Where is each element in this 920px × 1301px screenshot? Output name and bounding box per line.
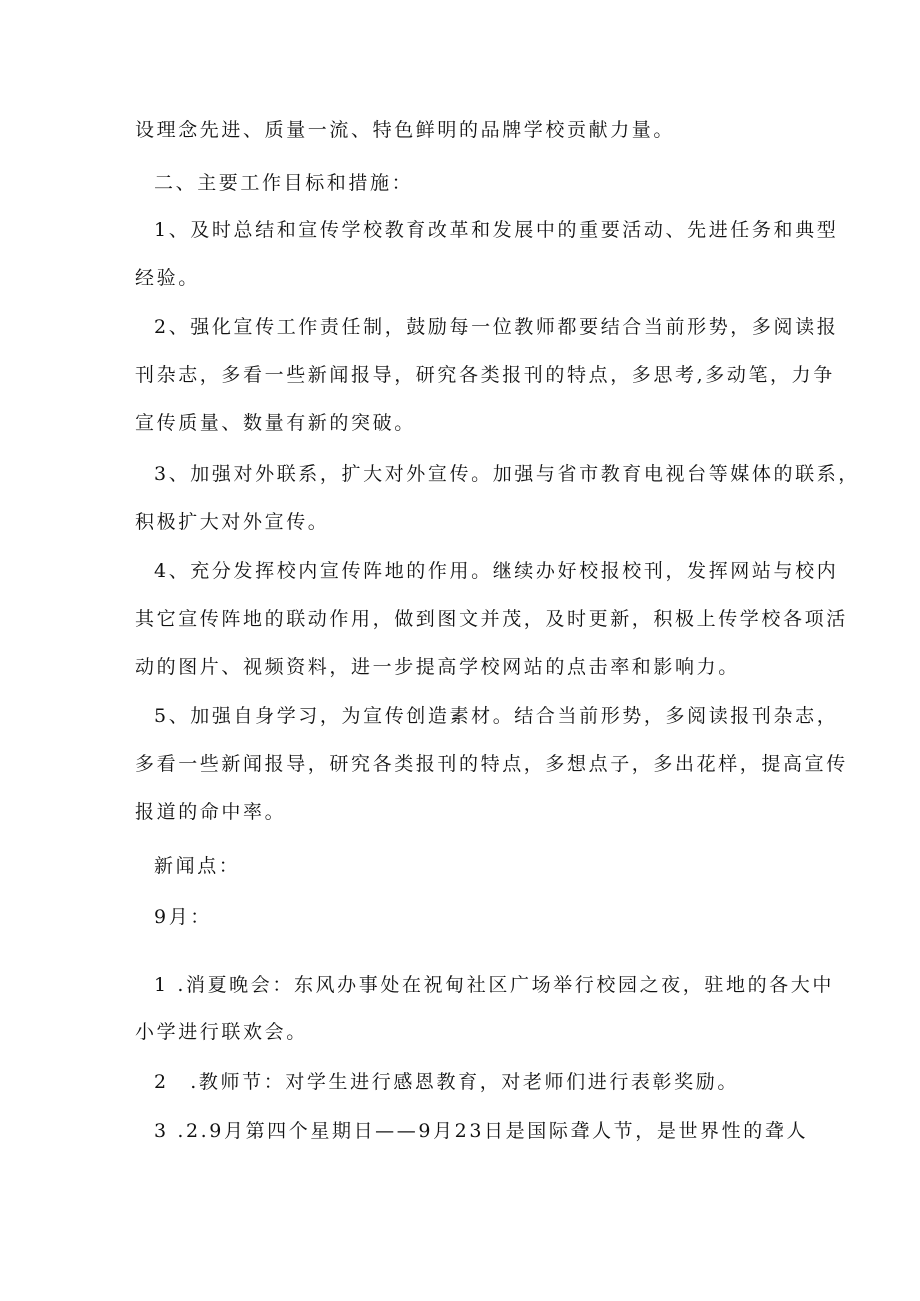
text-line: 小学进行联欢会。 xyxy=(135,1021,308,1043)
month-label: 9月： xyxy=(154,906,212,928)
text-line: 其它宣传阵地的联动作用，做到图文并茂，及时更新，积极上传学校各项活 xyxy=(135,608,848,630)
text-line: 4、充分发挥校内宣传阵地的作用。继续办好校报校刊，发挥网站与校内 xyxy=(154,560,839,582)
section-heading: 二、主要工作目标和措施： xyxy=(154,172,414,194)
list-item: 3 .2.9月第四个星期日——9月23日是国际聋人节，是世界性的聋人 xyxy=(154,1120,809,1142)
text-line: 3、加强对外联系，扩大对外宣传。加强与省市教育电视台等媒体的联系， xyxy=(154,463,860,485)
text-line: 1、及时总结和宣传学校教育改革和发展中的重要活动、先进任务和典型 xyxy=(154,219,839,241)
list-item: 1 .消夏晚会：东风办事处在祝甸社区广场举行校园之夜，驻地的各大中 xyxy=(154,974,834,996)
text-line: 宣传质量、数量有新的突破。 xyxy=(135,412,416,434)
text-line: 积极扩大对外宣传。 xyxy=(135,511,330,533)
text-line: 动的图片、视频资料，进一步提高学校网站的点击率和影响力。 xyxy=(135,656,740,678)
text-line: 多看一些新闻报导，研究各类报刊的特点，多想点子，多出花样，提高宣传 xyxy=(135,753,848,775)
text-line: 报道的命中率。 xyxy=(135,801,287,823)
text-line: 刊杂志，多看一些新闻报导，研究各类报刊的特点，多思考,多动笔，力争 xyxy=(135,364,835,386)
text-line: 经验。 xyxy=(135,267,200,289)
section-label: 新闻点： xyxy=(154,855,241,877)
text-line: 设理念先进、质量一流、特色鲜明的品牌学校贡献力量。 xyxy=(135,119,676,141)
text-line: 2、强化宣传工作责任制，鼓励每一位教师都要结合当前形势，多阅读报 xyxy=(154,316,839,338)
list-item: 2 .教师节：对学生进行感恩教育，对老师们进行表彰奖励。 xyxy=(154,1071,739,1093)
text-line: 5、加强自身学习，为宣传创造素材。结合当前形势，多阅读报刊杂志， xyxy=(154,705,839,727)
